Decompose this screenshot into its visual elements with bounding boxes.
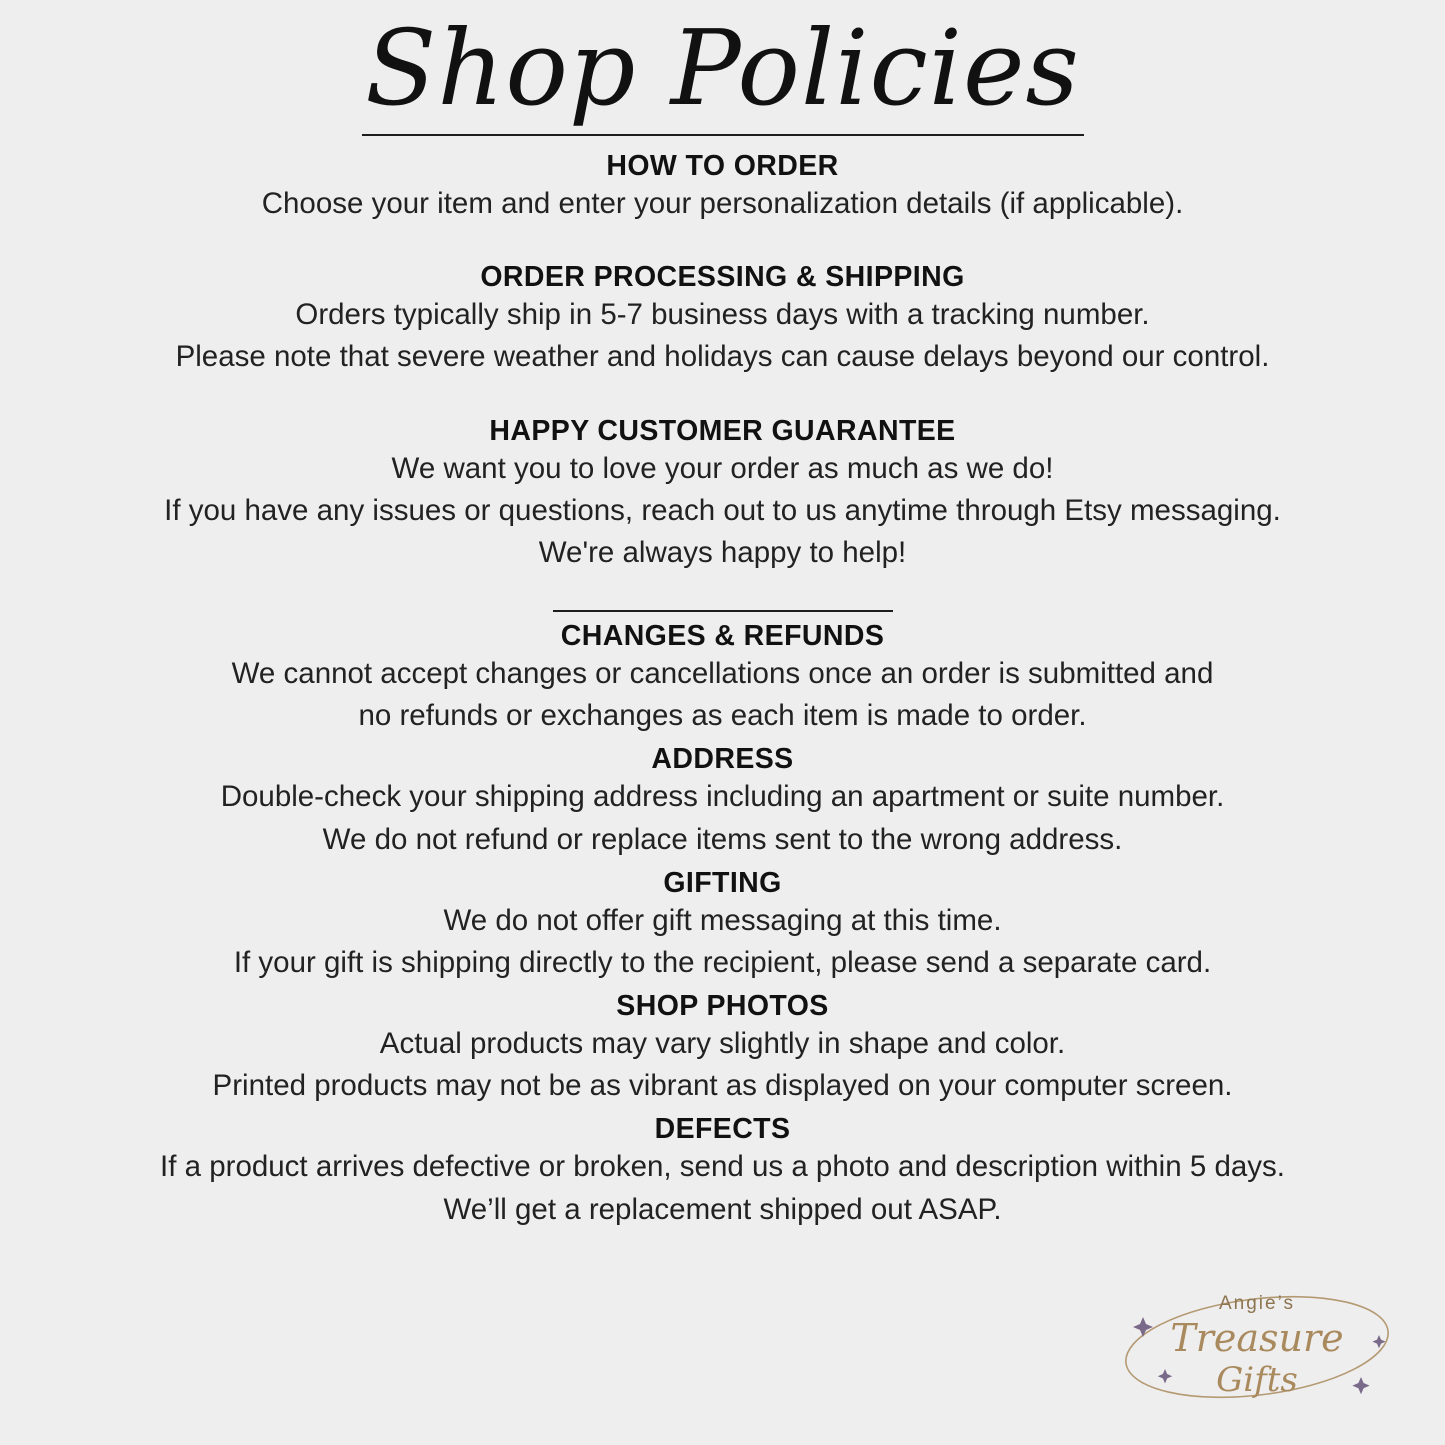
- section-address: [0, 743, 1445, 860]
- section-line: We’ll get a replacement shipped out ASAP.: [443, 1192, 1002, 1226]
- section-heading: HOW TO ORDER: [606, 150, 839, 182]
- page-title: Shop Policies: [365, 7, 1080, 129]
- logo-line-1: Angie’s: [1219, 1293, 1295, 1314]
- section-line: Actual products may vary slightly in shape and color.: [379, 1027, 1066, 1061]
- section-line: Double-check your shipping address including an apartment or suite number.: [220, 780, 1225, 814]
- logo-line-2: Treasure: [1170, 1316, 1344, 1360]
- section-heading: ADDRESS: [651, 743, 794, 776]
- spacer: [0, 225, 1445, 261]
- section-heading: DEFECTS: [654, 1113, 791, 1146]
- shop-logo: [1107, 1269, 1407, 1419]
- section-changes-refunds: [0, 620, 1445, 737]
- spacer: [0, 574, 1445, 610]
- spacer: [0, 379, 1445, 415]
- section-defects: [0, 1113, 1445, 1230]
- section-divider: [553, 610, 893, 612]
- section-line: If your gift is shipping directly to the recipient, please send a separate card.: [233, 945, 1212, 979]
- section-line: We want you to love your order as much as we do!: [391, 451, 1054, 485]
- section-heading: GIFTING: [663, 866, 782, 899]
- section-line: If you have any issues or questions, reach out to us anytime through Etsy messaging.: [164, 493, 1281, 527]
- section-line: no refunds or exchanges as each item is made to order.: [358, 699, 1087, 733]
- section-happy-customer-guarantee: [0, 415, 1445, 575]
- section-line: We cannot accept changes or cancellations once an order is submitted and: [231, 657, 1214, 691]
- section-line: If a product arrives defective or broken, send us a photo and description within 5 days.: [160, 1150, 1285, 1184]
- section-line: We do not offer gift messaging at this time.: [443, 903, 1002, 937]
- section-line: We do not refund or replace items sent to the wrong address.: [322, 822, 1123, 856]
- section-heading: ORDER PROCESSING & SHIPPING: [480, 261, 965, 294]
- section-heading: HAPPY CUSTOMER GUARANTEE: [489, 414, 956, 447]
- section-how-to-order: [0, 150, 1445, 225]
- logo-line-3: Gifts: [1216, 1360, 1298, 1400]
- section-shop-photos: [0, 990, 1445, 1107]
- section-line: Printed products may not be as vibrant as displayed on your computer screen.: [212, 1069, 1233, 1103]
- title-divider: [362, 134, 1084, 136]
- section-heading: CHANGES & REFUNDS: [560, 620, 885, 653]
- section-line: Please note that severe weather and holidays can cause delays beyond our control.: [175, 340, 1270, 374]
- section-line: We're always happy to help!: [538, 535, 907, 569]
- section-line: Orders typically ship in 5-7 business days with a tracking number.: [295, 298, 1150, 332]
- section-gifting: [0, 867, 1445, 984]
- section-line: Choose your item and enter your personalization details (if applicable).: [261, 187, 1184, 220]
- section-order-processing-shipping: [0, 261, 1445, 378]
- section-heading: SHOP PHOTOS: [616, 990, 829, 1023]
